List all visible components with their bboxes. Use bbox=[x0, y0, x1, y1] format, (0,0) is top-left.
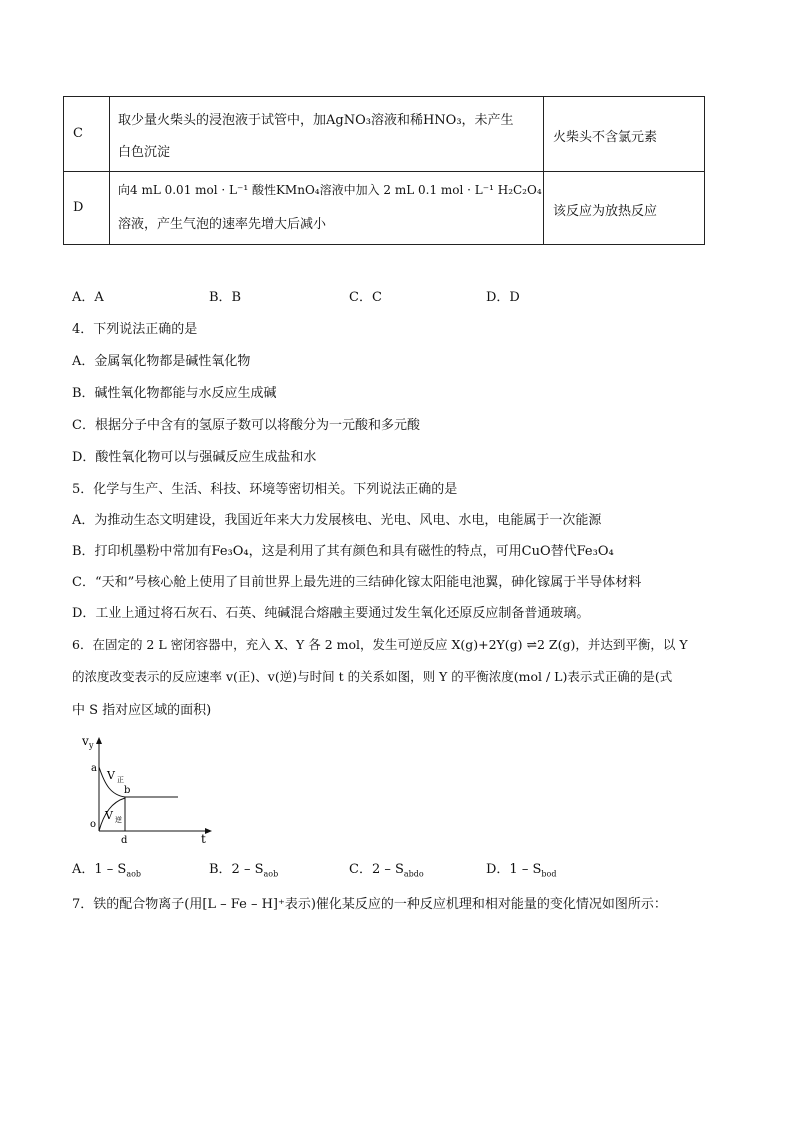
q6-choice-d bbox=[486, 858, 556, 879]
operation-line-1: 向4 mL 0.01 mol · L⁻¹ 酸性KMnO₄溶液中加入 2 mL 0.1 mol · L⁻¹ H₂C₂O₄ bbox=[118, 183, 542, 197]
y-axis-arrow bbox=[96, 737, 102, 744]
conclusion-text: 火柴头不含氯元素 bbox=[553, 130, 658, 145]
q6-choice-a-sub: aob bbox=[126, 869, 142, 879]
x-axis-label: t bbox=[201, 832, 206, 846]
x-axis-arrow bbox=[205, 828, 212, 834]
q5-option-c: C．“天和”号核心舱上使用了目前世界上最先进的三结砷化镓太阳能电池翼，砷化镓属于半导体材料 bbox=[72, 575, 642, 590]
operation-line-2: 白色沉淀 bbox=[118, 145, 171, 160]
option-label: D bbox=[73, 200, 84, 215]
table-cell-option bbox=[64, 171, 110, 244]
q4-stem: 4．下列说法正确的是 bbox=[72, 322, 198, 337]
q6-choice-b bbox=[209, 858, 278, 879]
q6-choice-c-main: C．2 – S bbox=[349, 862, 404, 877]
conclusion-text: 该反应为放热反应 bbox=[553, 204, 658, 219]
q6-stem-line-1: 6．在固定的 2 L 密闭容器中，充入 X、Y 各 2 mol，发生可逆反应 X(g)+2Y(g) ⇌2 Z(g)，并达到平衡，以 Y bbox=[72, 637, 688, 652]
q5-option-d: D．工业上通过将石灰石、石英、纯碱混合熔融主要通过发生氧化还原反应制备普通玻璃。 bbox=[72, 606, 590, 621]
q6-choice-b-main: B．2 – S bbox=[209, 862, 264, 877]
operation-line-2: 溶液，产生气泡的速率先增大后减小 bbox=[118, 217, 327, 232]
table-cell-conclusion bbox=[544, 171, 704, 244]
q6-choice-a-main: A．1 – S bbox=[72, 862, 127, 877]
q6-choice-c bbox=[349, 858, 424, 879]
q7-stem: 7．铁的配合物离子(用[L – Fe – H]⁺表示)催化某反应的一种反应机理和相对能量的变化情况如图所示： bbox=[72, 897, 667, 912]
point-a: a bbox=[91, 763, 97, 774]
y-axis-label: v bbox=[82, 734, 89, 748]
q5-option-b: B．打印机墨粉中常加有Fe₃O₄，这是利用了其有颜色和具有磁性的特点，可用CuO替代Fe₃O₄ bbox=[72, 544, 614, 559]
v-reverse-label: V bbox=[105, 809, 113, 822]
q6-stem-line-3: 中 S 指对应区域的面积) bbox=[72, 703, 212, 718]
v-reverse-sub: 逆 bbox=[115, 816, 122, 824]
q6-choice-b-sub: aob bbox=[263, 869, 279, 879]
q6-choice-c-sub: abdo bbox=[403, 869, 424, 879]
q6-stem-line-2: 的浓度改变表示的反应速率 v(正)、v(逆)与时间 t 的关系如图，则 Y 的平衡浓度(mol / L)表示式正确的是(式 bbox=[72, 669, 673, 684]
experiment-table bbox=[63, 96, 705, 245]
option-label: C bbox=[73, 126, 83, 141]
v-forward-sub: 正 bbox=[117, 776, 124, 784]
rate-time-graph bbox=[78, 727, 218, 847]
q4-option-a: A．金属氧化物都是碱性氧化物 bbox=[72, 354, 251, 369]
table-cell-operation bbox=[110, 97, 544, 171]
y-axis-sub: y bbox=[89, 741, 94, 750]
q3-choice-a: A．A bbox=[72, 290, 104, 305]
operation-line-1: 取少量火柴头的浸泡液于试管中，加AgNO₃溶液和稀HNO₃，未产生 bbox=[118, 113, 514, 128]
point-b: b bbox=[124, 785, 131, 796]
v-forward-label: V bbox=[107, 769, 115, 782]
q5-option-a: A．为推动生态文明建设，我国近年来大力发展核电、光电、风电、水电，电能属于一次能源 bbox=[72, 513, 602, 528]
q5-stem: 5．化学与生产、生活、科技、环境等密切相关。下列说法正确的是 bbox=[72, 482, 458, 497]
q3-choice-c: C．C bbox=[349, 290, 382, 305]
q3-choice-d: D．D bbox=[486, 290, 520, 305]
table-row bbox=[64, 97, 704, 172]
table-cell-option bbox=[64, 97, 110, 171]
table-cell-conclusion bbox=[544, 97, 704, 171]
q3-choice-b: B．B bbox=[209, 290, 242, 305]
q4-option-d: D．酸性氧化物可以与强碱反应生成盐和水 bbox=[72, 450, 317, 465]
point-o: o bbox=[90, 819, 97, 830]
q6-choice-d-sub: bod bbox=[541, 869, 557, 879]
q6-choice-d-main: D．1 – S bbox=[486, 862, 542, 877]
q4-option-b: B．碱性氧化物都能与水反应生成碱 bbox=[72, 386, 277, 401]
rate-time-svg bbox=[78, 727, 218, 847]
table-row bbox=[64, 171, 704, 244]
q6-choice-a bbox=[72, 858, 141, 879]
q4-option-c: C．根据分子中含有的氢原子数可以将酸分为一元酸和多元酸 bbox=[72, 418, 420, 433]
point-d: d bbox=[121, 835, 128, 846]
table-cell-operation bbox=[110, 171, 544, 244]
